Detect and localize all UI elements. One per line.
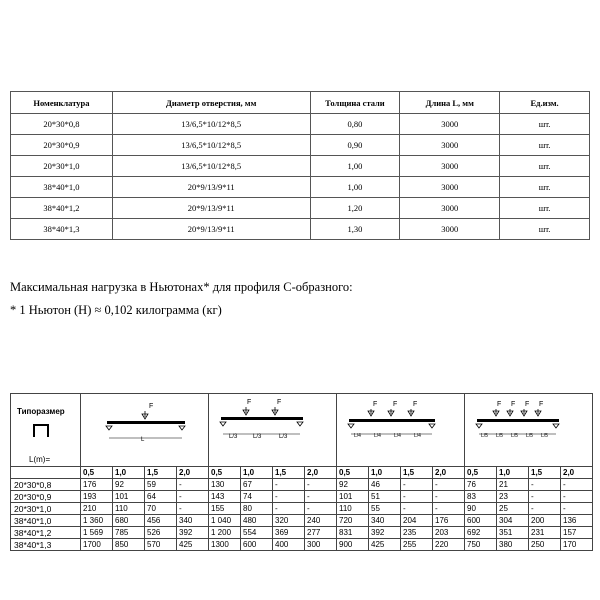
spec-cell: 1,20 — [310, 198, 400, 219]
spec-cell: 3000 — [400, 177, 500, 198]
load-value-cell: 400 — [273, 539, 305, 551]
load-value-cell: 25 — [497, 503, 529, 515]
load-value-cell: 425 — [369, 539, 401, 551]
spec-cell: 3000 — [400, 135, 500, 156]
spec-cell: 0,80 — [310, 114, 400, 135]
length-cell: 2,0 — [433, 467, 465, 479]
length-header-row — [11, 467, 593, 479]
load-value-cell: - — [561, 479, 593, 491]
length-cell: 0,5 — [337, 467, 369, 479]
load-table — [10, 393, 593, 551]
diagram-two-loads — [209, 394, 337, 467]
force-label: F — [539, 401, 544, 408]
spec-cell: 20*30*1,0 — [11, 156, 113, 177]
load-value-cell: 554 — [241, 527, 273, 539]
load-value-cell: - — [561, 491, 593, 503]
beam-diagram-2-icon — [209, 394, 337, 464]
load-value-cell: - — [561, 503, 593, 515]
span-label: L/4 — [414, 433, 421, 439]
load-value-cell: 235 — [401, 527, 433, 539]
spec-header-cell: Диаметр отверстия, мм — [112, 92, 310, 114]
load-value-cell: 1700 — [81, 539, 113, 551]
load-value-cell: 130 — [209, 479, 241, 491]
load-value-cell: 83 — [465, 491, 497, 503]
load-value-cell: 92 — [113, 479, 145, 491]
load-value-cell: 55 — [369, 503, 401, 515]
spec-cell: 20*30*0,8 — [11, 114, 113, 135]
spec-header-cell: Ед.изм. — [500, 92, 590, 114]
load-value-cell: 176 — [433, 515, 465, 527]
length-cell: 2,0 — [561, 467, 593, 479]
load-value-cell: 200 — [529, 515, 561, 527]
load-value-cell: 80 — [241, 503, 273, 515]
load-value-cell: - — [177, 491, 209, 503]
span-label: L/4 — [394, 433, 401, 439]
force-label: F — [511, 401, 516, 408]
load-value-cell: 46 — [369, 479, 401, 491]
load-value-cell: - — [177, 479, 209, 491]
load-value-cell: 59 — [145, 479, 177, 491]
load-value-cell: - — [433, 491, 465, 503]
beam-diagram-3-icon — [337, 394, 465, 464]
load-value-cell: - — [273, 479, 305, 491]
load-value-cell: 64 — [145, 491, 177, 503]
spec-cell: 3000 — [400, 198, 500, 219]
load-value-cell: 526 — [145, 527, 177, 539]
load-value-cell: 92 — [337, 479, 369, 491]
load-value-cell: - — [177, 503, 209, 515]
spec-cell: 3000 — [400, 156, 500, 177]
load-value-cell: 110 — [113, 503, 145, 515]
load-value-cell: 1 569 — [81, 527, 113, 539]
load-value-cell: 720 — [337, 515, 369, 527]
spec-header-row — [11, 92, 590, 114]
spec-cell: 20*9/13/9*11 — [112, 177, 310, 198]
spec-row — [11, 156, 590, 177]
load-value-cell: 600 — [465, 515, 497, 527]
load-value-cell: 750 — [465, 539, 497, 551]
load-value-cell: 680 — [113, 515, 145, 527]
span-label: L/5 — [496, 433, 503, 439]
load-value-cell: 240 — [305, 515, 337, 527]
load-value-cell: - — [305, 491, 337, 503]
load-value-cell: 351 — [497, 527, 529, 539]
load-value-cell: 203 — [433, 527, 465, 539]
beam-diagram-4-icon — [465, 394, 593, 464]
length-cell: 0,5 — [465, 467, 497, 479]
force-label: F — [525, 401, 530, 408]
load-value-cell: 320 — [273, 515, 305, 527]
load-value-cell: - — [273, 503, 305, 515]
load-value-cell: 176 — [81, 479, 113, 491]
load-value-cell: 340 — [369, 515, 401, 527]
load-row — [11, 527, 593, 539]
spec-row — [11, 135, 590, 156]
span-label: L/5 — [481, 433, 488, 439]
length-cell: 1,0 — [497, 467, 529, 479]
size-name-cell: 20*30*1,0 — [11, 503, 81, 515]
load-value-cell: 101 — [337, 491, 369, 503]
load-value-cell: 250 — [529, 539, 561, 551]
length-cell: 2,0 — [177, 467, 209, 479]
length-cell: 1,5 — [273, 467, 305, 479]
load-value-cell: 785 — [113, 527, 145, 539]
spec-cell: 3000 — [400, 114, 500, 135]
span-label: L — [141, 437, 145, 443]
size-name-cell: 38*40*1,3 — [11, 539, 81, 551]
spec-cell: шт. — [500, 114, 590, 135]
beam-diagram-1-icon — [81, 394, 209, 464]
load-value-cell: 1 040 — [209, 515, 241, 527]
span-label: L/4 — [354, 433, 361, 439]
load-row — [11, 515, 593, 527]
length-cell: 2,0 — [305, 467, 337, 479]
spec-cell: 1,00 — [310, 177, 400, 198]
load-value-cell: 231 — [529, 527, 561, 539]
size-header-cell — [11, 394, 81, 467]
load-value-cell: 70 — [145, 503, 177, 515]
load-value-cell: 480 — [241, 515, 273, 527]
load-value-cell: 600 — [241, 539, 273, 551]
force-label: F — [413, 401, 418, 408]
length-cell: 1,0 — [113, 467, 145, 479]
load-value-cell: 1 200 — [209, 527, 241, 539]
spec-cell: шт. — [500, 135, 590, 156]
load-value-cell: 110 — [337, 503, 369, 515]
load-value-cell: 340 — [177, 515, 209, 527]
newton-footnote: * 1 Ньютон (Н) ≈ 0,102 килограмма (кг) — [10, 303, 222, 317]
load-value-cell: 425 — [177, 539, 209, 551]
size-name-cell: 38*40*1,2 — [11, 527, 81, 539]
load-value-cell: - — [401, 491, 433, 503]
load-header-row — [11, 394, 593, 467]
spec-cell: шт. — [500, 156, 590, 177]
load-value-cell: 193 — [81, 491, 113, 503]
length-cell: 0,5 — [81, 467, 113, 479]
spec-cell: 20*9/13/9*11 — [112, 219, 310, 240]
load-value-cell: 369 — [273, 527, 305, 539]
load-value-cell: 570 — [145, 539, 177, 551]
length-cell: 1,0 — [369, 467, 401, 479]
load-value-cell: 136 — [561, 515, 593, 527]
max-load-caption: Максимальная нагрузка в Ньютонах* для профиля С-образного: — [10, 280, 353, 294]
load-value-cell: 155 — [209, 503, 241, 515]
load-value-cell: 23 — [497, 491, 529, 503]
load-value-cell: 143 — [209, 491, 241, 503]
force-label: F — [149, 403, 154, 410]
load-value-cell: - — [529, 479, 561, 491]
load-value-cell: 831 — [337, 527, 369, 539]
load-value-cell: 277 — [305, 527, 337, 539]
load-value-cell: - — [305, 503, 337, 515]
span-label: L/4 — [374, 433, 381, 439]
load-row — [11, 479, 593, 491]
spec-cell: 38*40*1,2 — [11, 198, 113, 219]
spec-row — [11, 219, 590, 240]
load-row — [11, 539, 593, 551]
length-label: L(m)= — [29, 455, 51, 464]
spec-cell: 13/6,5*10/12*8,5 — [112, 156, 310, 177]
c-profile-icon — [33, 424, 49, 437]
force-label: F — [247, 399, 252, 406]
force-label: F — [373, 401, 378, 408]
length-cell: 1,5 — [529, 467, 561, 479]
spec-cell: 38*40*1,0 — [11, 177, 113, 198]
load-value-cell: 170 — [561, 539, 593, 551]
span-label: L/5 — [526, 433, 533, 439]
load-value-cell: 76 — [465, 479, 497, 491]
span-label: L/3 — [253, 434, 262, 440]
load-value-cell: 900 — [337, 539, 369, 551]
size-name-cell: 20*30*0,8 — [11, 479, 81, 491]
load-value-cell: - — [529, 503, 561, 515]
load-value-cell: 850 — [113, 539, 145, 551]
spec-table — [10, 91, 590, 240]
length-cell: 0,5 — [209, 467, 241, 479]
load-value-cell: - — [433, 503, 465, 515]
spec-cell: 20*9/13/9*11 — [112, 198, 310, 219]
spec-row — [11, 177, 590, 198]
load-row — [11, 491, 593, 503]
load-value-cell: - — [273, 491, 305, 503]
load-row — [11, 503, 593, 515]
load-value-cell: 74 — [241, 491, 273, 503]
load-value-cell: 692 — [465, 527, 497, 539]
force-label: F — [393, 401, 398, 408]
load-value-cell: 380 — [497, 539, 529, 551]
spec-cell: шт. — [500, 198, 590, 219]
load-value-cell: 67 — [241, 479, 273, 491]
size-title: Типоразмер — [17, 407, 65, 416]
size-name-cell: 38*40*1,0 — [11, 515, 81, 527]
spec-cell: 20*30*0,9 — [11, 135, 113, 156]
span-label: L/3 — [229, 434, 238, 440]
load-value-cell: 157 — [561, 527, 593, 539]
spec-cell: 13/6,5*10/12*8,5 — [112, 114, 310, 135]
load-value-cell: 392 — [177, 527, 209, 539]
spec-cell: 1,00 — [310, 156, 400, 177]
spec-header-cell: Длина L, мм — [400, 92, 500, 114]
load-value-cell: 51 — [369, 491, 401, 503]
load-value-cell: 392 — [369, 527, 401, 539]
length-cell: 1,5 — [401, 467, 433, 479]
spec-row — [11, 198, 590, 219]
spec-cell: шт. — [500, 219, 590, 240]
load-table-block — [10, 393, 592, 551]
load-value-cell: - — [529, 491, 561, 503]
spec-cell: 13/6,5*10/12*8,5 — [112, 135, 310, 156]
load-value-cell: 300 — [305, 539, 337, 551]
load-value-cell: - — [433, 479, 465, 491]
spec-cell: 1,30 — [310, 219, 400, 240]
diagram-four-loads — [465, 394, 593, 467]
load-value-cell: 304 — [497, 515, 529, 527]
spec-header-cell: Толщина стали — [310, 92, 400, 114]
diagram-three-loads — [337, 394, 465, 467]
diagram-single-load — [81, 394, 209, 467]
span-label: L/5 — [541, 433, 548, 439]
load-value-cell: 456 — [145, 515, 177, 527]
spec-header-cell: Номенклатура — [11, 92, 113, 114]
length-header-empty — [11, 467, 81, 479]
span-label: L/3 — [279, 434, 288, 440]
load-value-cell: - — [401, 479, 433, 491]
spec-cell: шт. — [500, 177, 590, 198]
force-label: F — [277, 399, 282, 406]
load-value-cell: 1 360 — [81, 515, 113, 527]
load-value-cell: 21 — [497, 479, 529, 491]
length-cell: 1,0 — [241, 467, 273, 479]
load-value-cell: 101 — [113, 491, 145, 503]
span-label: L/5 — [511, 433, 518, 439]
spec-cell: 3000 — [400, 219, 500, 240]
load-value-cell: 1300 — [209, 539, 241, 551]
force-label: F — [497, 401, 502, 408]
load-value-cell: 204 — [401, 515, 433, 527]
spec-cell: 38*40*1,3 — [11, 219, 113, 240]
load-value-cell: - — [305, 479, 337, 491]
load-value-cell: 210 — [81, 503, 113, 515]
load-value-cell: 220 — [433, 539, 465, 551]
load-value-cell: 255 — [401, 539, 433, 551]
length-cell: 1,5 — [145, 467, 177, 479]
spec-row — [11, 114, 590, 135]
load-value-cell: - — [401, 503, 433, 515]
size-name-cell: 20*30*0,9 — [11, 491, 81, 503]
load-value-cell: 90 — [465, 503, 497, 515]
spec-cell: 0,90 — [310, 135, 400, 156]
